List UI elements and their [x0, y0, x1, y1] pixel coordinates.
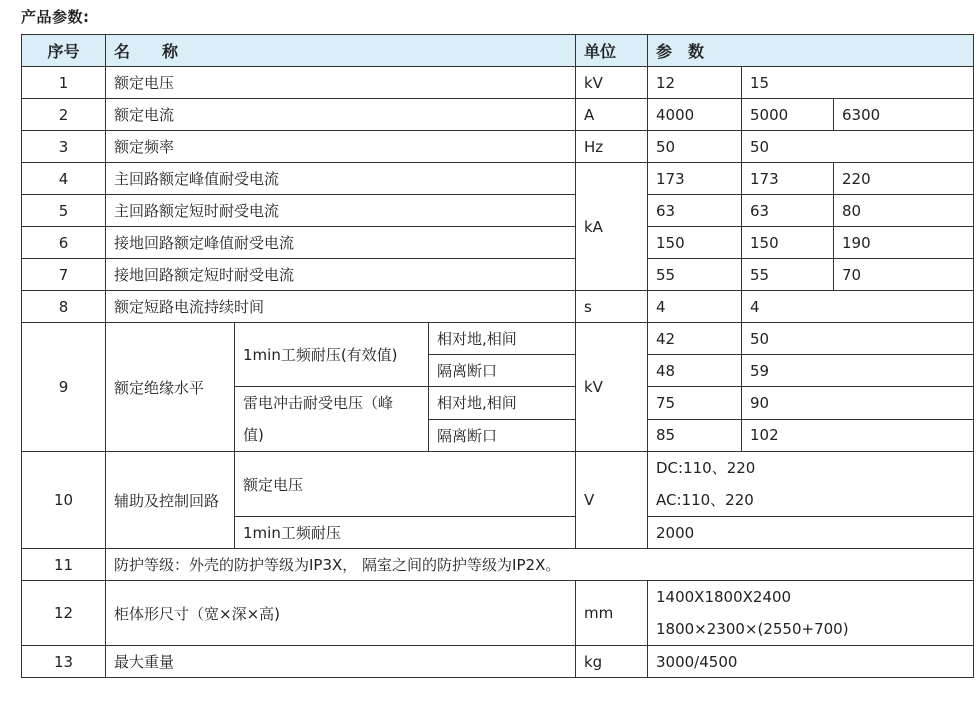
- row-no: 6: [22, 227, 106, 259]
- sub-label: 隔离断口: [429, 355, 576, 387]
- row-no: 11: [22, 549, 106, 581]
- param-1: 3000/4500: [648, 646, 974, 678]
- row-unit: kV: [576, 67, 648, 99]
- table-row: [22, 99, 974, 131]
- table-header-row: [22, 35, 974, 67]
- table-row: [22, 581, 974, 646]
- param-2: 59: [742, 355, 974, 387]
- row-no: 7: [22, 259, 106, 291]
- table-row: [22, 67, 974, 99]
- param-1: 85: [648, 419, 742, 452]
- header-no: 序号: [22, 35, 106, 67]
- row-no: 13: [22, 646, 106, 678]
- sub-name: 1min工频耐压(有效值): [235, 323, 429, 387]
- table-row: [22, 131, 974, 163]
- row-unit: A: [576, 99, 648, 131]
- table-row: [22, 646, 974, 678]
- row-name: 辅助及控制回路: [106, 452, 235, 549]
- header-name: 名 称: [106, 35, 576, 67]
- param-3: 190: [834, 227, 974, 259]
- table-row: [22, 195, 974, 227]
- table-row: [22, 163, 974, 195]
- sub-name-line-2: 值): [243, 426, 264, 444]
- param-values: [648, 581, 974, 646]
- row-unit: kA: [576, 163, 648, 291]
- page-heading: 产品参数:: [21, 8, 90, 26]
- row-no: 5: [22, 195, 106, 227]
- param-line-1: DC:110、220: [656, 459, 756, 477]
- param-2: 63: [742, 195, 834, 227]
- table-row: [22, 227, 974, 259]
- sub-name: [235, 387, 429, 452]
- param-2: 4: [742, 291, 974, 323]
- row-name: 额定绝缘水平: [106, 323, 235, 452]
- param-line-2: AC:110、220: [656, 491, 754, 509]
- table-row: [22, 291, 974, 323]
- param-values: [648, 452, 974, 517]
- row-no: 8: [22, 291, 106, 323]
- row-name: 额定频率: [106, 131, 576, 163]
- sub-label: 隔离断口: [429, 419, 576, 452]
- param-1: 63: [648, 195, 742, 227]
- row-text: 防护等级：外壳的防护等级为IP3X， 隔室之间的防护等级为IP2X。: [106, 549, 974, 581]
- row-unit: kg: [576, 646, 648, 678]
- param-1: 42: [648, 323, 742, 355]
- param-2: 102: [742, 419, 974, 452]
- sub-label: 相对地,相间: [429, 323, 576, 355]
- param-2: 173: [742, 163, 834, 195]
- sub-name: 1min工频耐压: [235, 517, 576, 549]
- param-3: 220: [834, 163, 974, 195]
- table-row: [22, 323, 974, 355]
- param-3: 70: [834, 259, 974, 291]
- param-1: 50: [648, 131, 742, 163]
- param-3: 6300: [834, 99, 974, 131]
- param-2: 150: [742, 227, 834, 259]
- table-row: [22, 452, 974, 517]
- param-2: 50: [742, 131, 974, 163]
- row-unit: s: [576, 291, 648, 323]
- row-unit: kV: [576, 323, 648, 452]
- row-name: 额定电压: [106, 67, 576, 99]
- row-name: 柜体形尺寸（宽×深×高): [106, 581, 576, 646]
- row-name: 接地回路额定峰值耐受电流: [106, 227, 576, 259]
- param-line-2: 1800×2300×(2550+700): [656, 620, 849, 638]
- sub-label: 相对地,相间: [429, 387, 576, 420]
- param-1: 2000: [648, 517, 974, 549]
- table-row: [22, 259, 974, 291]
- table-row: [22, 549, 974, 581]
- header-params: 参 数: [648, 35, 974, 67]
- row-unit: Hz: [576, 131, 648, 163]
- row-name: 主回路额定峰值耐受电流: [106, 163, 576, 195]
- param-2: 5000: [742, 99, 834, 131]
- param-1: 55: [648, 259, 742, 291]
- row-no: 10: [22, 452, 106, 549]
- row-unit: V: [576, 452, 648, 549]
- param-2: 55: [742, 259, 834, 291]
- param-2: 90: [742, 387, 974, 420]
- row-name: 接地回路额定短时耐受电流: [106, 259, 576, 291]
- param-3: 80: [834, 195, 974, 227]
- spec-table: [21, 34, 974, 678]
- param-1: 75: [648, 387, 742, 420]
- row-unit: mm: [576, 581, 648, 646]
- param-1: 12: [648, 67, 742, 99]
- param-2: 15: [742, 67, 974, 99]
- row-no: 12: [22, 581, 106, 646]
- param-1: 48: [648, 355, 742, 387]
- param-1: 173: [648, 163, 742, 195]
- row-name: 额定电流: [106, 99, 576, 131]
- row-no: 1: [22, 67, 106, 99]
- row-no: 4: [22, 163, 106, 195]
- param-1: 150: [648, 227, 742, 259]
- header-unit: 单位: [576, 35, 648, 67]
- param-1: 4: [648, 291, 742, 323]
- row-no: 9: [22, 323, 106, 452]
- row-name: 额定短路电流持续时间: [106, 291, 576, 323]
- param-1: 4000: [648, 99, 742, 131]
- sub-name: 额定电压: [235, 452, 576, 517]
- param-line-1: 1400X1800X2400: [656, 588, 792, 606]
- sub-name-line-1: 雷电冲击耐受电压（峰: [243, 394, 394, 412]
- row-no: 2: [22, 99, 106, 131]
- row-name: 主回路额定短时耐受电流: [106, 195, 576, 227]
- param-2: 50: [742, 323, 974, 355]
- row-no: 3: [22, 131, 106, 163]
- row-name: 最大重量: [106, 646, 576, 678]
